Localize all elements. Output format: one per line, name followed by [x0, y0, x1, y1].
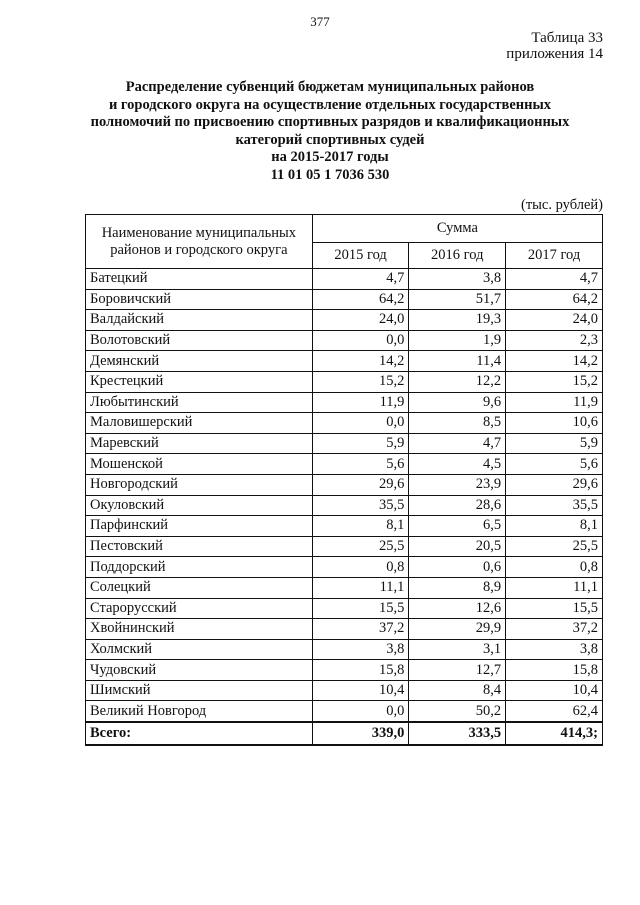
table-row [86, 371, 603, 392]
table-row [86, 639, 603, 660]
value-2015: 24,0 [312, 310, 409, 331]
value-2015: 5,6 [312, 454, 409, 475]
district-name: Парфинский [86, 516, 313, 537]
value-2017: 15,2 [506, 371, 603, 392]
district-name: Любытинский [86, 392, 313, 413]
value-2016: 8,9 [409, 577, 506, 598]
value-2015: 10,4 [312, 680, 409, 701]
subsidy-table [85, 214, 603, 746]
page-number: 377 [310, 14, 330, 29]
district-name: Крестецкий [86, 371, 313, 392]
value-2016: 19,3 [409, 310, 506, 331]
district-name: Маревский [86, 433, 313, 454]
value-2016: 3,1 [409, 639, 506, 660]
value-2017: 3,8 [506, 639, 603, 660]
value-2017: 64,2 [506, 289, 603, 310]
district-name: Поддорский [86, 557, 313, 578]
total-row [86, 722, 603, 745]
district-name: Старорусский [86, 598, 313, 619]
district-name: Пестовский [86, 536, 313, 557]
value-2016: 12,2 [409, 371, 506, 392]
value-2015: 25,5 [312, 536, 409, 557]
value-2017: 15,5 [506, 598, 603, 619]
value-2015: 5,9 [312, 433, 409, 454]
value-2017: 4,7 [506, 269, 603, 290]
title-line-5: на 2015-2017 годы [271, 149, 389, 165]
table-row [86, 619, 603, 640]
value-2015: 15,8 [312, 660, 409, 681]
value-2016: 50,2 [409, 701, 506, 722]
value-2016: 23,9 [409, 474, 506, 495]
table-row [86, 598, 603, 619]
value-2015: 0,8 [312, 557, 409, 578]
value-2017: 5,9 [506, 433, 603, 454]
value-2017: 2,3 [506, 330, 603, 351]
value-2017: 8,1 [506, 516, 603, 537]
value-2015: 8,1 [312, 516, 409, 537]
value-2016: 8,5 [409, 413, 506, 434]
value-2015: 4,7 [312, 269, 409, 290]
table-row [86, 474, 603, 495]
value-2015: 0,0 [312, 413, 409, 434]
table-row [86, 269, 603, 290]
header-year-2016: 2016 год [409, 243, 506, 269]
value-2017: 15,8 [506, 660, 603, 681]
title-line-2: и городского округа на осуществление отдельных государственных [108, 96, 552, 113]
value-2016: 20,5 [409, 536, 506, 557]
document-title [60, 79, 600, 184]
district-name: Волотовский [86, 330, 313, 351]
value-2016: 1,9 [409, 330, 506, 351]
value-2015: 11,1 [312, 577, 409, 598]
header-name: Наименование муниципальных районов и городского округа [86, 215, 313, 269]
table-row [86, 557, 603, 578]
table-row [86, 454, 603, 475]
value-2016: 8,4 [409, 680, 506, 701]
value-2017: 35,5 [506, 495, 603, 516]
title-line-1: Распределение субвенций бюджетам муниципальных районов [125, 79, 535, 95]
table-row [86, 536, 603, 557]
district-name: Новгородский [86, 474, 313, 495]
value-2017: 14,2 [506, 351, 603, 372]
district-name: Маловишерский [86, 413, 313, 434]
value-2017: 10,6 [506, 413, 603, 434]
district-name: Валдайский [86, 310, 313, 331]
value-2017: 37,2 [506, 619, 603, 640]
value-2016: 29,9 [409, 619, 506, 640]
title-line-3: полномочий по присвоению спортивных разрядов и квалификационных [90, 114, 570, 130]
table-row [86, 433, 603, 454]
value-2016: 11,4 [409, 351, 506, 372]
value-2015: 15,5 [312, 598, 409, 619]
unit-note: (тыс. рублей) [521, 197, 603, 213]
value-2015: 37,2 [312, 619, 409, 640]
table-row [86, 310, 603, 331]
value-2017: 5,6 [506, 454, 603, 475]
table-row [86, 680, 603, 701]
value-2017: 24,0 [506, 310, 603, 331]
value-2016: 12,7 [409, 660, 506, 681]
value-2015: 0,0 [312, 330, 409, 351]
table-ref-line2: приложения 14 [506, 46, 603, 62]
district-name: Великий Новгород [86, 701, 313, 722]
district-name: Батецкий [86, 269, 313, 290]
header-row-1 [86, 215, 603, 243]
value-2017: 11,9 [506, 392, 603, 413]
value-2016: 3,8 [409, 269, 506, 290]
value-2015: 11,9 [312, 392, 409, 413]
table-row [86, 701, 603, 722]
total-2015: 339,0 [312, 722, 409, 745]
value-2015: 35,5 [312, 495, 409, 516]
value-2016: 51,7 [409, 289, 506, 310]
value-2015: 64,2 [312, 289, 409, 310]
total-2017: 414,3; [506, 722, 603, 745]
value-2016: 12,6 [409, 598, 506, 619]
table-body [86, 269, 603, 746]
value-2015: 14,2 [312, 351, 409, 372]
total-2016: 333,5 [409, 722, 506, 745]
table-reference [506, 30, 603, 62]
value-2015: 3,8 [312, 639, 409, 660]
title-line-6: 11 01 05 1 7036 530 [270, 166, 390, 183]
district-name: Шимский [86, 680, 313, 701]
value-2016: 6,5 [409, 516, 506, 537]
value-2017: 29,6 [506, 474, 603, 495]
table-row [86, 660, 603, 681]
table-row [86, 330, 603, 351]
table-row [86, 577, 603, 598]
header-sum: Сумма [312, 215, 602, 243]
value-2016: 9,6 [409, 392, 506, 413]
table-row [86, 516, 603, 537]
value-2017: 10,4 [506, 680, 603, 701]
table-row [86, 413, 603, 434]
value-2016: 4,7 [409, 433, 506, 454]
value-2017: 62,4 [506, 701, 603, 722]
value-2015: 0,0 [312, 701, 409, 722]
value-2015: 29,6 [312, 474, 409, 495]
value-2017: 0,8 [506, 557, 603, 578]
table-row [86, 495, 603, 516]
table-ref-line1: Таблица 33 [531, 30, 603, 46]
value-2016: 28,6 [409, 495, 506, 516]
district-name: Хвойнинский [86, 619, 313, 640]
value-2016: 4,5 [409, 454, 506, 475]
value-2016: 0,6 [409, 557, 506, 578]
header-year-2017: 2017 год [506, 243, 603, 269]
district-name: Чудовский [86, 660, 313, 681]
district-name: Боровичский [86, 289, 313, 310]
district-name: Демянский [86, 351, 313, 372]
value-2017: 25,5 [506, 536, 603, 557]
table-row [86, 351, 603, 372]
district-name: Холмский [86, 639, 313, 660]
title-line-4: категорий спортивных судей [235, 131, 425, 148]
table-row [86, 392, 603, 413]
table-row [86, 289, 603, 310]
value-2015: 15,2 [312, 371, 409, 392]
total-label: Всего: [86, 722, 313, 745]
value-2017: 11,1 [506, 577, 603, 598]
district-name: Мошенской [86, 454, 313, 475]
header-year-2015: 2015 год [312, 243, 409, 269]
district-name: Окуловский [86, 495, 313, 516]
district-name: Солецкий [86, 577, 313, 598]
